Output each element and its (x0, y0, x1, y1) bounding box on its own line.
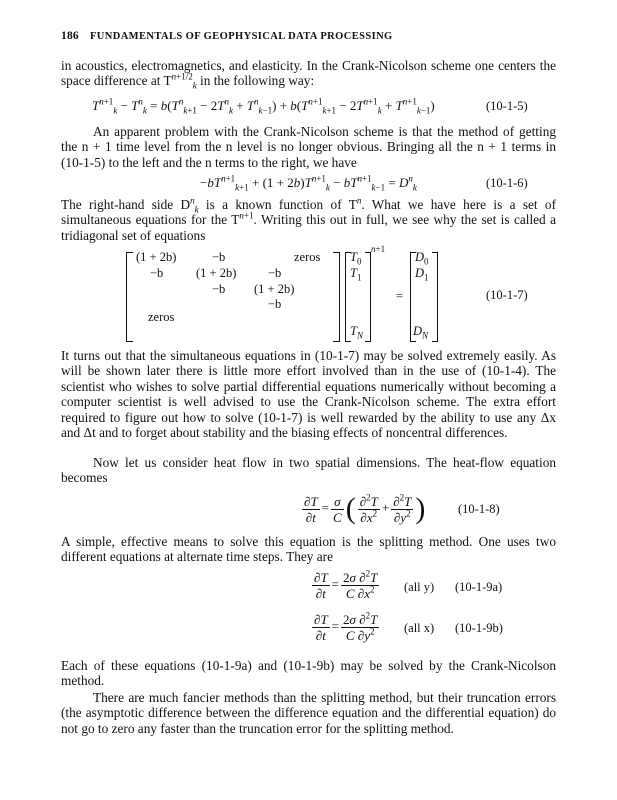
paragraph-3: The right-hand side $D^n_k$ is a known function of $T^n$. What we have here is a set of simultaneous equations for the $T^{n+1}$. Writing this out in full, we see why the set is called a tridiagonal set of equations (61, 195, 557, 243)
matrix-cell: −b (268, 297, 282, 311)
vector-t-right-bracket (365, 252, 371, 342)
matrix-zeros-label: zeros (148, 310, 175, 324)
equation-10-1-6: $-bT^{n+1}_{k+1} + (1 + 2b)T^{n+1}_k - bT^{n+1}_{k-1} = D^n_k$ (200, 173, 417, 193)
equation-10-1-9b: $\frac{\partial T}{\partial t}$ = $\frac{2\sigma \partial^2T}{C \partial y^2}$ (314, 610, 378, 643)
left-bracket (126, 252, 133, 342)
equation-number-10-1-7: (10-1-7) (486, 288, 528, 302)
paragraph-4: It turns out that the simultaneous equations in (10-1-7) may be solved extremely easily. As will be shown later there is little more effort involved than in the use of (10-1-4). The scientist who wishes to solve partial differential equations numerically without becoming a computer scientist is well advised to use the Crank-Nicolson scheme. The extra effort required to figure out how to solve (10-1-7) is well rewarded by the ability to use any Δx and Δt and to forget about stability and the biasing effects of noncentral differences. (61, 348, 556, 441)
vector-t-entry: $T_0$ (350, 250, 362, 267)
paragraph-5: Now let us consider heat flow in two spatial dimensions. The heat-flow equation becomes (61, 455, 556, 486)
equation-10-1-9b-condition: (all x) (404, 621, 435, 635)
matrix-cell: −b (150, 266, 164, 280)
paragraph-2: An apparent problem with the Crank-Nicolson scheme is that the method of getting the n + 1 time level from the n level is no longer obvious. Bringing all the n + 1 terms in (10-1-5) to the left and the n terms to the right, we have (61, 124, 556, 170)
equation-number-10-1-8: (10-1-8) (458, 502, 500, 516)
page-number: 186 (61, 30, 79, 42)
paragraph-6: A simple, effective means to solve this equation is the splitting method. One uses two different equations at alternate time steps. They are (61, 534, 556, 565)
equation-10-1-9a-condition: (all y) (404, 580, 435, 594)
matrix-cell: (1 + 2b) (254, 282, 295, 296)
vector-t-entry: $T_N$ (350, 324, 363, 341)
paragraph-1: in acoustics, electromagnetics, and elasticity. In the Crank-Nicolson scheme one centers the space difference at $T^{n+1/2}_k$ in the following way: (61, 58, 556, 92)
equation-number-10-1-9b: (10-1-9b) (455, 621, 503, 635)
equation-number-10-1-5: (10-1-5) (486, 99, 528, 113)
right-bracket (333, 252, 340, 342)
matrix-cell: (1 + 2b) (136, 250, 177, 264)
equation-10-1-5: $T^{n+1}_k - T^n_k = b(T^n_{k+1} - 2T^n_k + T^n_{k-1}) + b(T^{n+1}_{k+1} - 2T^{n+1}_k + T^{n+1}_{k-1})$ (92, 96, 435, 116)
equation-number-10-1-6: (10-1-6) (486, 176, 528, 190)
matrix-cell: −b (212, 282, 226, 296)
equation-10-1-8: $\frac{\partial T}{\partial t}$ = $\frac{\sigma}{C}$ ( $\frac{\partial^2T}{\partial x^2}$ + $\frac{\partial^2T}{\partial y^2}$ ) (304, 492, 426, 525)
vector-d-entry: $D_1$ (415, 266, 429, 283)
vector-d-right-bracket (432, 252, 438, 342)
matrix-cell: −b (268, 266, 282, 280)
vector-t-entry: $T_1$ (350, 266, 362, 283)
paragraph-8: There are much fancier methods than the splitting method, but their truncation errors (the asymptotic difference between the difference equation and the differential equation) do not go to zero any faster than the truncation error for the splitting method. (61, 690, 556, 736)
matrix-cell: (1 + 2b) (196, 266, 237, 280)
equation-10-1-9a: $\frac{\partial T}{\partial t}$ = $\frac{2\sigma \partial^2T}{C \partial x^2}$ (314, 568, 378, 601)
vector-d-entry: $D_N$ (413, 324, 429, 341)
vector-d-entry: $D_0$ (415, 250, 429, 267)
matrix-cell: zeros (294, 250, 321, 264)
equation-number-10-1-9a: (10-1-9a) (455, 580, 503, 594)
matrix-equals: = (396, 289, 404, 303)
running-header (61, 30, 393, 42)
paragraph-7: Each of these equations (10-1-9a) and (10-1-9b) may be solved by the Crank-Nicolson method. (61, 658, 556, 689)
matrix-cell: −b (212, 250, 226, 264)
running-title: FUNDAMENTALS OF GEOPHYSICAL DATA PROCESSING (89, 31, 393, 42)
vector-t-superscript: n+1 (371, 244, 386, 254)
